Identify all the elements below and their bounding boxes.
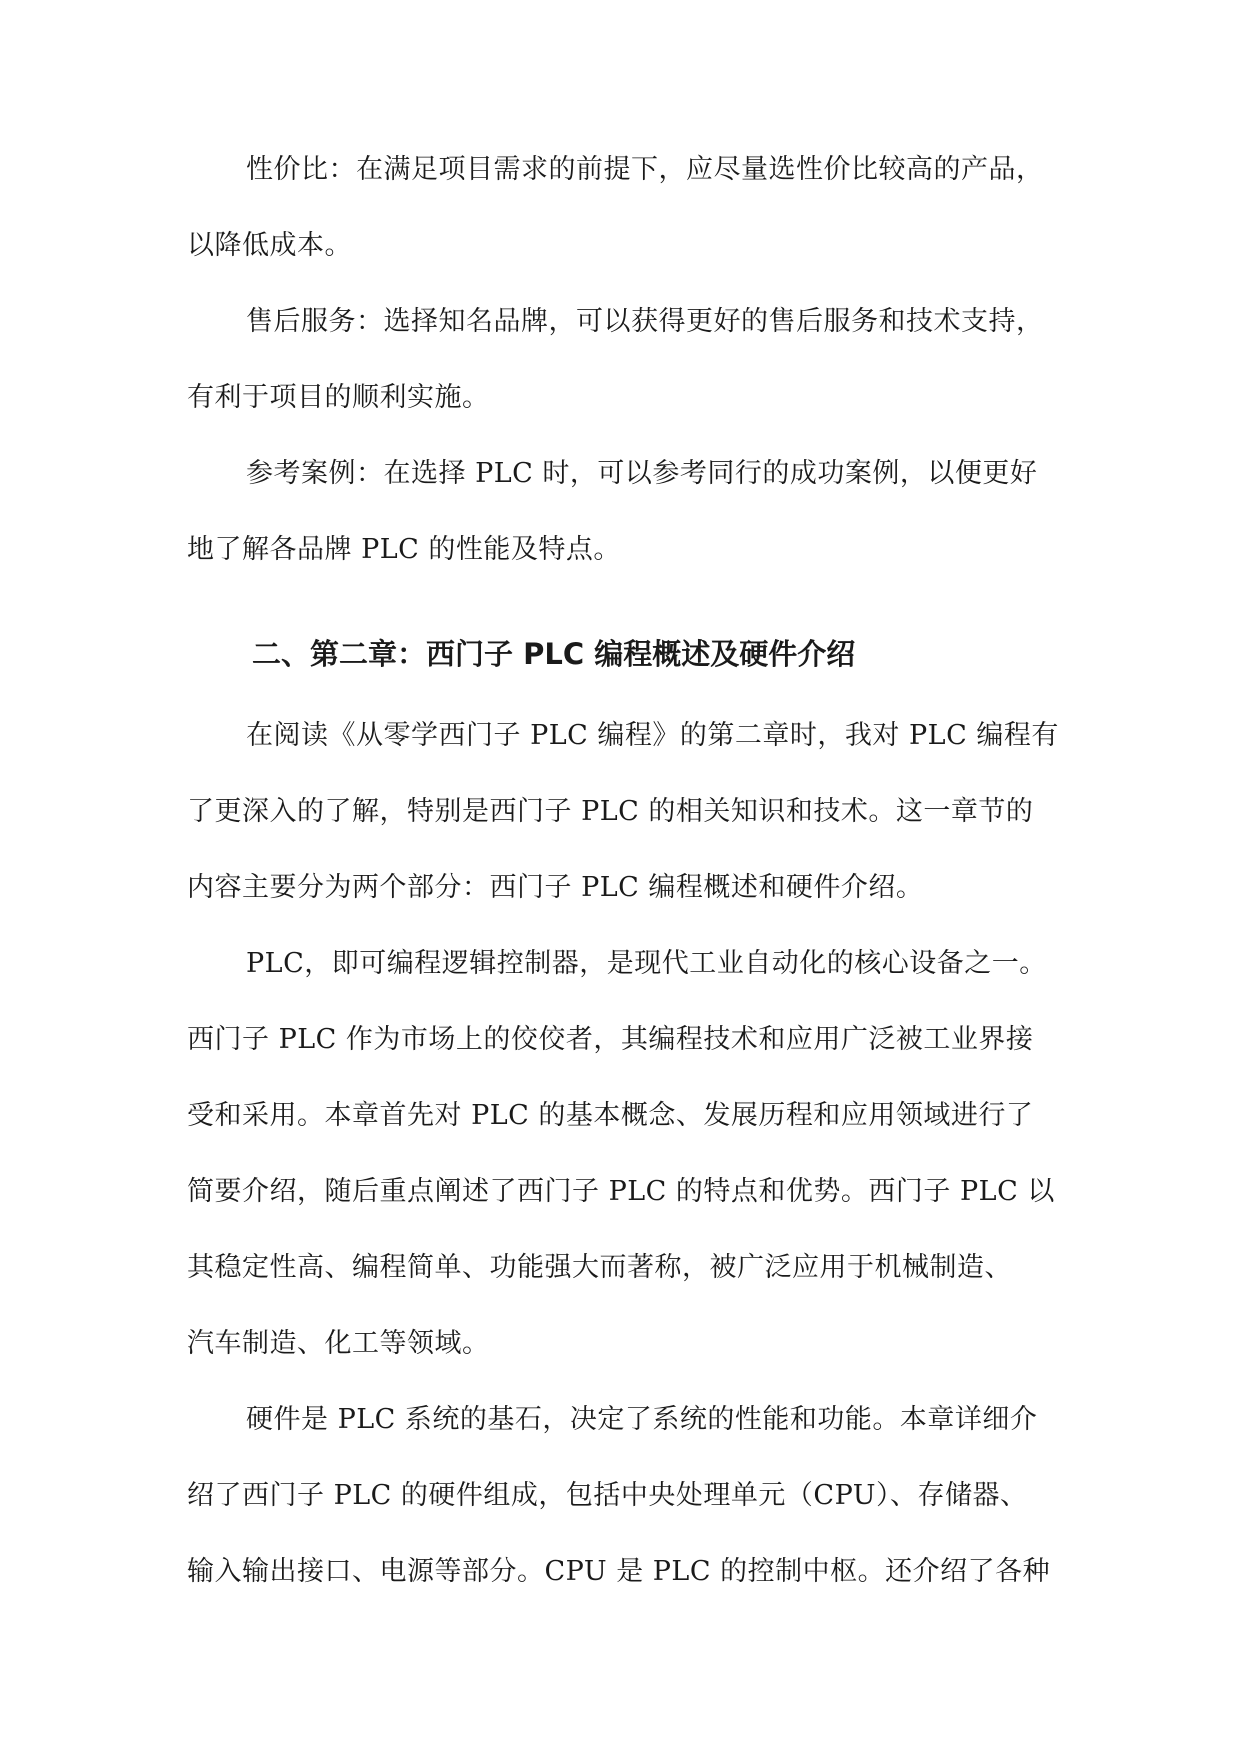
paragraph-line: 汽车制造、化工等领域。 (187, 1328, 490, 1359)
paragraph-line: 输入输出接口、电源等部分。CPU 是 PLC 的控制中枢。还介绍了各种 (187, 1556, 1051, 1587)
paragraph-line: PLC，即可编程逻辑控制器，是现代工业自动化的核心设备之一。 (246, 948, 1047, 979)
paragraph-line: 售后服务：选择知名品牌，可以获得更好的售后服务和技术支持， (246, 306, 1044, 337)
paragraph-line: 以降低成本。 (187, 230, 352, 261)
paragraph-line: 地了解各品牌 PLC 的性能及特点。 (187, 534, 621, 565)
paragraph-line: 参考案例：在选择 PLC 时，可以参考同行的成功案例，以便更好 (246, 458, 1038, 489)
paragraph-line: 有利于项目的顺利实施。 (187, 382, 490, 413)
paragraph-line: 在阅读《从零学西门子 PLC 编程》的第二章时，我对 PLC 编程有 (246, 720, 1059, 751)
paragraph-line: 西门子 PLC 作为市场上的佼佼者，其编程技术和应用广泛被工业界接 (187, 1024, 1034, 1055)
section-heading: 二、第二章：西门子 PLC 编程概述及硬件介绍 (252, 637, 856, 671)
paragraph-line: 简要介绍，随后重点阐述了西门子 PLC 的特点和优势。西门子 PLC 以 (187, 1176, 1055, 1207)
paragraph-line: 性价比：在满足项目需求的前提下，应尽量选性价比较高的产品， (246, 154, 1044, 185)
paragraph-line: 绍了西门子 PLC 的硬件组成，包括中央处理单元（CPU）、存储器、 (187, 1480, 1028, 1511)
paragraph-line: 了更深入的了解，特别是西门子 PLC 的相关知识和技术。这一章节的 (187, 796, 1034, 827)
paragraph-line: 内容主要分为两个部分：西门子 PLC 编程概述和硬件介绍。 (187, 872, 924, 903)
paragraph-line: 受和采用。本章首先对 PLC 的基本概念、发展历程和应用领域进行了 (187, 1100, 1034, 1131)
paragraph-line: 硬件是 PLC 系统的基石，决定了系统的性能和功能。本章详细介 (246, 1404, 1038, 1435)
paragraph-line: 其稳定性高、编程简单、功能强大而著称，被广泛应用于机械制造、 (187, 1252, 1012, 1283)
